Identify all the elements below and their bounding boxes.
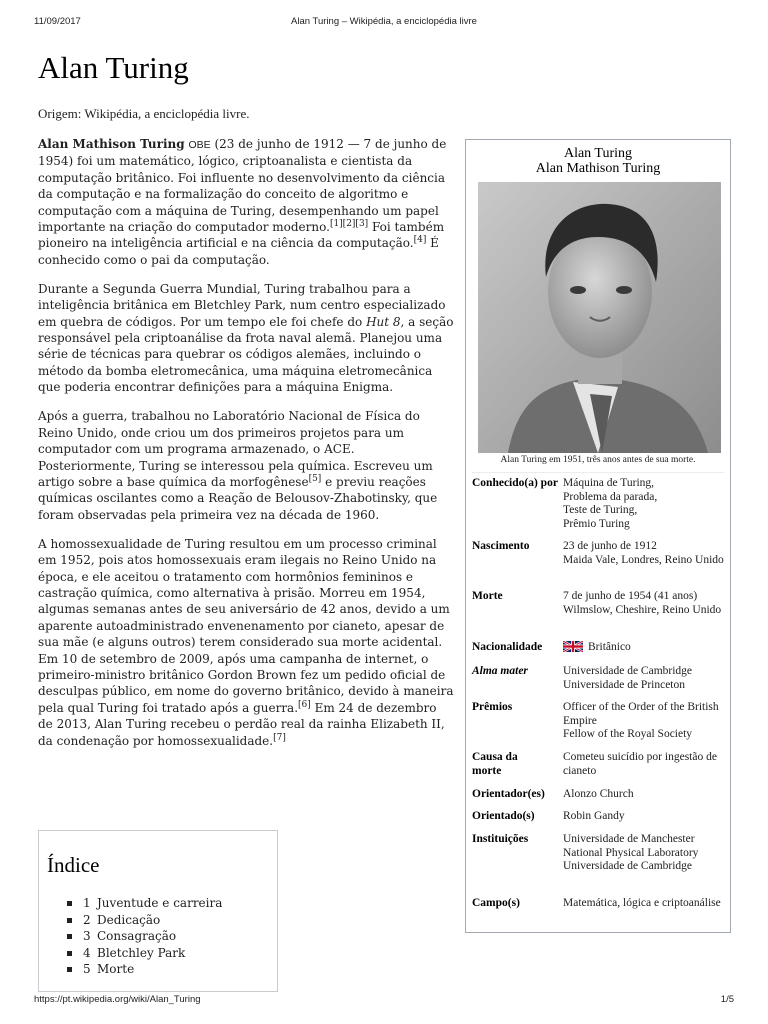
article-body [38, 136, 454, 762]
table-of-contents [38, 830, 278, 992]
infobox-name: Alan Turing [563, 146, 633, 161]
hut8-link[interactable]: Hut 8 [366, 314, 401, 329]
toc-list [67, 895, 222, 978]
paragraph-4: A homossexualidade de Turing resultou em um processo criminal em 1952, pois atos homossexuais eram ilegais no Reino Unido na época, e ele aceitou o tratamento com hormônios femininos e castração química, como alternativa à prisão. Morreu em 1954, algumas semanas antes de seu aniversário de 42 anos, devido a um aparente autoadministrado envenenamento por cianeto, apesar de sua mãe (e alguns outros) terem considerado sua morte acidental. Em 10 de setembro de 2009, após uma campanha de internet, o primeiro-ministro britânico Gordon Brown fez um pedido oficial de desculpas público, em nome do governo britânico, devido à maneira pela qual Turing foi tratado após a guerra.[6] Em 24 de dezembro de 2013, Alan Turing recebeu o perdão real da rainha Elizabeth II, da condenação por homossexualidade.[7] [38, 536, 454, 748]
divider [472, 472, 724, 473]
portrait-photo[interactable] [478, 182, 721, 453]
print-title: Alan Turing – Wikipédia, a enciclopédia livre [291, 16, 477, 27]
paragraph-2: Durante a Segunda Guerra Mundial, Turing trabalhou para a inteligência britânica em Bletchley Park, num centro especializado em quebra de códigos. Por um tempo ele foi chefe do Hut 8, a seção responsável pela criptoanálise da frota naval alemã. Planejou uma série de técnicas para quebrar os códigos alemães, incluindo o método da bomba eletromecânica, uma máquina eletromecânica que poderia encontrar definições para a máquina Enigma. [38, 281, 454, 395]
toc-item[interactable]: 2 Dedicação [67, 912, 222, 929]
print-header [34, 16, 734, 30]
toc-item[interactable]: 4 Bletchley Park [67, 945, 222, 962]
page-title: Alan Turing [38, 50, 189, 85]
citation-ref[interactable]: [1][2][3] [329, 219, 369, 230]
citation-ref[interactable]: [5] [308, 473, 322, 484]
print-url: https://pt.wikipedia.org/wiki/Alan_Turing [34, 994, 201, 1005]
toc-item[interactable]: 5 Morte [67, 961, 222, 978]
citation-ref[interactable]: [7] [273, 732, 286, 743]
citation-ref[interactable]: [4] [413, 235, 427, 246]
infobox: Alan Turing Alan Mathison Turing Alan Turing em 1951, três anos antes de sua morte. Conhecido(a) por Máquina de Turing, Problema da parada, Teste de Turing, Prêmio Turing Nascimento 23 de junho de 1912 Maida Vale, Londres, Reino Unido Morte 7 de junho de 1954 (41 anos) Wilmslow, Cheshire, Reino Unido Nacionalidade Britânico Alma mater Universidade de Cambridge Universidade de Princeton Prêmios Officer of the Order of the British Empire Fellow of the Royal Society Causa da morte Cometeu suicídio por ingestão de cianeto Orientador(es) Alonzo Church Orientado(s) Robin Gandy Instituições Universidade de Manchester National Physical Laboratory Universidade de Cambridge Campo(s) Matemática, lógica e criptoanálise [465, 139, 731, 933]
infobox-full-name: Alan Mathison Turing [535, 160, 661, 176]
toc-item[interactable]: 1 Juventude e carreira [67, 895, 222, 912]
infobox-header [466, 147, 730, 176]
print-date: 11/09/2017 [34, 16, 81, 27]
subject-name: Alan Mathison Turing [38, 137, 185, 151]
honorific-link[interactable]: OBE [188, 139, 211, 151]
uk-flag-icon [563, 641, 583, 652]
portrait-caption: Alan Turing em 1951, três anos antes de sua morte. [500, 455, 696, 465]
paragraph-3: Após a guerra, trabalhou no Laboratório Nacional de Física do Reino Unido, onde criou um dos primeiros projetos para um computador com um programa armazenado, o ACE. Posteriormente, Turing se interessou pela química. Escreveu um artigo sobre a base química da morfogênese[5] e previu reações químicas oscilantes como a Reação de Belousov-Zhabotinsky, que foram observadas pela primeira vez na década de 1960. [38, 409, 438, 522]
toc-title: Índice [47, 853, 100, 877]
paragraph-1: Alan Mathison Turing OBE (23 de junho de 1912 — 7 de junho de 1954) foi um matemático, lógico, criptoanalista e cientista da computação britânico. Foi influente no desenvolvimento da ciência da computação e na formalização do conceito de algoritmo e computação com a máquina de Turing, desempenhando um papel importante na criação do computador moderno.[1][2][3] Foi também pioneiro na inteligência artificial e na ciência da computação.[4] É conhecido como o pai da computação. [38, 137, 447, 267]
origin-note: Origem: Wikipédia, a enciclopédia livre. [38, 106, 250, 121]
citation-ref[interactable]: [6] [298, 699, 311, 710]
toc-item[interactable]: 3 Consagração [67, 928, 222, 945]
page-counter: 1/5 [720, 994, 734, 1005]
print-footer [34, 994, 734, 1008]
